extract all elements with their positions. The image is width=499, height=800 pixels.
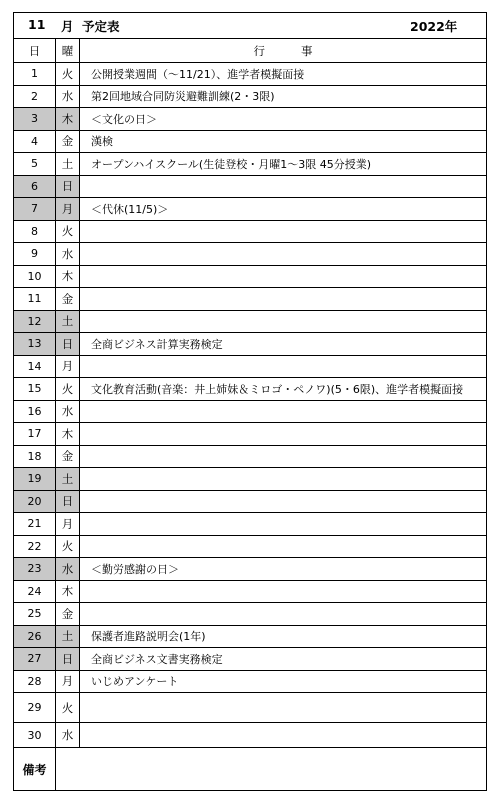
table-row	[14, 648, 487, 671]
day-cell: 6	[14, 175, 56, 198]
day-cell: 1	[14, 63, 56, 86]
day-cell: 11	[14, 288, 56, 311]
day-cell: 19	[14, 468, 56, 491]
day-cell: 5	[14, 153, 56, 176]
table-row	[14, 175, 487, 198]
event-cell	[80, 175, 487, 198]
event-cell	[80, 265, 487, 288]
event-cell	[80, 288, 487, 311]
event-cell	[80, 603, 487, 626]
table-row	[14, 288, 487, 311]
table-row	[14, 513, 487, 536]
event-cell	[80, 468, 487, 491]
table-row	[14, 355, 487, 378]
event-cell: 全商ビジネス文書実務検定	[80, 648, 487, 671]
day-cell: 3	[14, 108, 56, 131]
day-cell: 18	[14, 445, 56, 468]
weekday-cell: 金	[56, 130, 80, 153]
notes-label: 備考	[14, 748, 56, 791]
weekday-cell: 水	[56, 723, 80, 748]
event-cell: ＜代休(11/5)＞	[80, 198, 487, 221]
column-header-weekday: 曜	[56, 39, 80, 63]
year-label: 2022年	[410, 19, 458, 34]
event-cell	[80, 243, 487, 266]
weekday-cell: 水	[56, 558, 80, 581]
weekday-cell: 金	[56, 288, 80, 311]
weekday-cell: 火	[56, 63, 80, 86]
day-cell: 15	[14, 378, 56, 401]
event-cell: ＜文化の日＞	[80, 108, 487, 131]
table-row	[14, 243, 487, 266]
day-cell: 10	[14, 265, 56, 288]
column-header-row	[14, 39, 487, 63]
day-cell: 8	[14, 220, 56, 243]
month-number: 11	[28, 17, 46, 32]
weekday-cell: 土	[56, 468, 80, 491]
weekday-cell: 日	[56, 648, 80, 671]
weekday-cell: 水	[56, 243, 80, 266]
event-cell: 漢検	[80, 130, 487, 153]
day-cell: 13	[14, 333, 56, 356]
table-row	[14, 723, 487, 748]
weekday-cell: 土	[56, 625, 80, 648]
schedule-table	[13, 38, 487, 791]
event-cell: いじめアンケート	[80, 670, 487, 693]
day-cell: 24	[14, 580, 56, 603]
table-row	[14, 198, 487, 221]
table-row	[14, 153, 487, 176]
weekday-cell: 金	[56, 445, 80, 468]
day-cell: 12	[14, 310, 56, 333]
event-cell	[80, 490, 487, 513]
table-row	[14, 445, 487, 468]
event-cell	[80, 423, 487, 446]
table-row	[14, 693, 487, 723]
event-cell	[80, 513, 487, 536]
weekday-cell: 月	[56, 355, 80, 378]
notes-row	[14, 748, 487, 791]
day-cell: 29	[14, 693, 56, 723]
day-cell: 26	[14, 625, 56, 648]
weekday-cell: 金	[56, 603, 80, 626]
event-cell	[80, 400, 487, 423]
weekday-cell: 木	[56, 423, 80, 446]
weekday-cell: 木	[56, 265, 80, 288]
day-cell: 17	[14, 423, 56, 446]
day-cell: 21	[14, 513, 56, 536]
weekday-cell: 日	[56, 490, 80, 513]
day-cell: 27	[14, 648, 56, 671]
day-cell: 2	[14, 85, 56, 108]
day-cell: 9	[14, 243, 56, 266]
weekday-cell: 月	[56, 670, 80, 693]
page-title: 予定表	[82, 19, 120, 34]
table-row	[14, 535, 487, 558]
weekday-cell: 火	[56, 535, 80, 558]
table-row	[14, 468, 487, 491]
table-row	[14, 378, 487, 401]
event-cell: オープンハイスクール(生徒登校・月曜1～3限 45分授業)	[80, 153, 487, 176]
day-cell: 28	[14, 670, 56, 693]
table-row	[14, 603, 487, 626]
month-label: 月	[61, 19, 74, 34]
weekday-cell: 日	[56, 175, 80, 198]
table-row	[14, 670, 487, 693]
table-row	[14, 558, 487, 581]
weekday-cell: 月	[56, 513, 80, 536]
event-cell: 全商ビジネス計算実務検定	[80, 333, 487, 356]
table-row	[14, 423, 487, 446]
event-cell: 公開授業週間（～11/21）、進学者模擬面接	[80, 63, 487, 86]
day-cell: 20	[14, 490, 56, 513]
schedule-sheet	[13, 12, 487, 791]
weekday-cell: 木	[56, 580, 80, 603]
column-header-events: 行事	[80, 39, 487, 63]
weekday-cell: 火	[56, 220, 80, 243]
weekday-cell: 土	[56, 153, 80, 176]
day-cell: 4	[14, 130, 56, 153]
event-cell	[80, 693, 487, 723]
table-row	[14, 490, 487, 513]
day-cell: 25	[14, 603, 56, 626]
table-row	[14, 625, 487, 648]
day-cell: 22	[14, 535, 56, 558]
event-cell	[80, 310, 487, 333]
event-cell	[80, 445, 487, 468]
event-cell: 保護者進路説明会(1年)	[80, 625, 487, 648]
table-row	[14, 85, 487, 108]
weekday-cell: 火	[56, 693, 80, 723]
table-row	[14, 333, 487, 356]
event-cell: 第2回地域合同防災避難訓練(2・3限)	[80, 85, 487, 108]
day-cell: 23	[14, 558, 56, 581]
weekday-cell: 木	[56, 108, 80, 131]
weekday-cell: 土	[56, 310, 80, 333]
table-row	[14, 265, 487, 288]
notes-cell	[56, 748, 487, 791]
weekday-cell: 日	[56, 333, 80, 356]
day-cell: 16	[14, 400, 56, 423]
event-cell	[80, 535, 487, 558]
table-row	[14, 130, 487, 153]
event-cell	[80, 580, 487, 603]
day-cell: 14	[14, 355, 56, 378]
event-cell	[80, 220, 487, 243]
weekday-cell: 水	[56, 400, 80, 423]
event-cell	[80, 723, 487, 748]
day-cell: 7	[14, 198, 56, 221]
table-row	[14, 400, 487, 423]
event-cell: ＜勤労感謝の日＞	[80, 558, 487, 581]
table-row	[14, 220, 487, 243]
day-cell: 30	[14, 723, 56, 748]
table-row	[14, 63, 487, 86]
schedule-header	[13, 12, 487, 38]
weekday-cell: 水	[56, 85, 80, 108]
weekday-cell: 月	[56, 198, 80, 221]
weekday-cell: 火	[56, 378, 80, 401]
table-row	[14, 310, 487, 333]
table-row	[14, 580, 487, 603]
event-cell	[80, 355, 487, 378]
table-row	[14, 108, 487, 131]
event-cell: 文化教育活動(音楽：井上姉妹＆ミロゴ・ペノワ)(5・6限)、進学者模擬面接	[80, 378, 487, 401]
column-header-day: 日	[14, 39, 56, 63]
